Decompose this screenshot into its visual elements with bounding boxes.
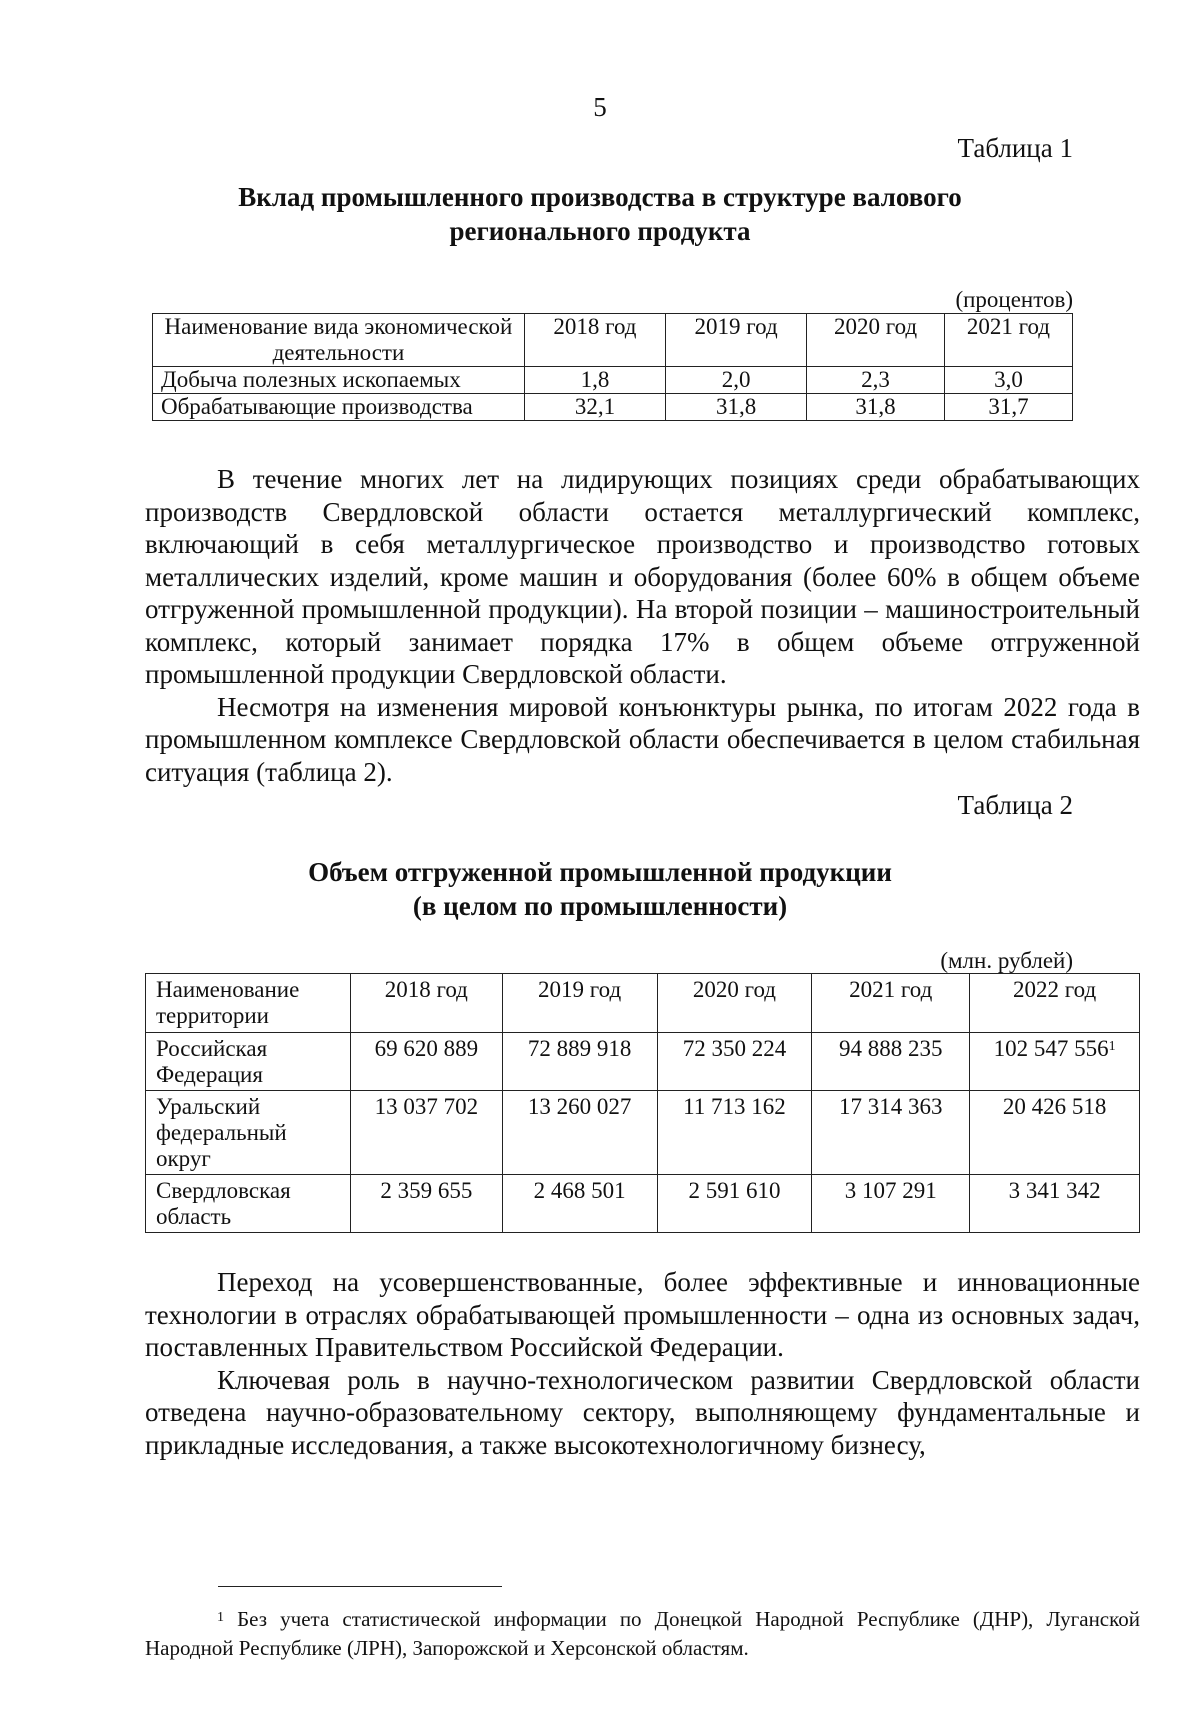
paragraph: Несмотря на изменения мировой конъюнктуры рынка, по итогам 2022 года в промышленном комплексе Свердловской области обеспечивается в целом стабильная ситуация (таблица 2). — [145, 691, 1140, 787]
table1-header-cell: 2021 год — [944, 314, 1072, 367]
table1-cell: 1,8 — [524, 367, 665, 394]
table1-title-line2: регионального продукта — [449, 216, 751, 246]
table2-cell: 20 426 518 — [970, 1091, 1140, 1175]
table2-cell-value: 102 547 556 — [993, 1036, 1109, 1061]
footnote-text: Без учета статистической информации по Донецкой Народной Республике (ДНР), Луганской Народной Республике (ЛРН), Запорожской и Херсонской областям. — [145, 1607, 1141, 1660]
table1 — [152, 313, 1073, 421]
body-text-2 — [145, 1266, 1140, 1461]
paragraph: В течение многих лет на лидирующих позициях среди обрабатывающих производств Свердловской области остается металлургический комплекс, включающий в себя металлургическое производство и производство готовых металлических изделий, кроме машин и оборудования (более 60% в общем объеме отгруженной промышленной продукции). На второй позиции – машиностроительный комплекс, который занимает порядка 17% в общем объеме отгруженной промышленной продукции Свердловской области. — [145, 464, 1140, 689]
table2-unit: (млн. рублей) — [940, 948, 1073, 973]
table2-header-cell: Наименование территории — [146, 974, 351, 1033]
table-row — [153, 394, 1073, 421]
footnote — [145, 1605, 1140, 1663]
table2-cell: 13 037 702 — [350, 1091, 502, 1175]
table-row — [153, 367, 1073, 394]
table2-title-line1: Объем отгруженной промышленной продукции — [308, 857, 892, 887]
table2-cell: Уральский федеральный округ — [146, 1091, 351, 1175]
table1-unit: (процентов) — [955, 287, 1073, 312]
table1-header-cell: 2020 год — [807, 314, 945, 367]
table2-cell: 13 260 027 — [502, 1091, 657, 1175]
table2-cell: 11 713 162 — [657, 1091, 812, 1175]
table2-cell: 2 359 655 — [350, 1175, 502, 1233]
table1-cell: 2,0 — [666, 367, 807, 394]
table2-label: Таблица 2 — [957, 790, 1073, 820]
table2-cell — [970, 1033, 1140, 1091]
paragraph: Переход на усовершенствованные, более эффективные и инновационные технологии в отраслях обрабатывающей промышленности – одна из основных задач, поставленных Правительством Российской Федерации. — [145, 1267, 1140, 1362]
footnote-mark: 1 — [217, 1610, 224, 1625]
table2-header-cell: 2019 год — [502, 974, 657, 1033]
table1-cell: 3,0 — [944, 367, 1072, 394]
table1-cell: 2,3 — [807, 367, 945, 394]
table2-cell: 69 620 889 — [350, 1033, 502, 1091]
table1-header-cell: Наименование вида экономической деятельности — [153, 314, 525, 367]
table2-header-cell: 2022 год — [970, 974, 1140, 1033]
table2-cell: 2 591 610 — [657, 1175, 812, 1233]
table2-cell: 3 107 291 — [812, 1175, 970, 1233]
table1-cell: 31,8 — [807, 394, 945, 421]
table2-header-row — [146, 974, 1140, 1033]
table1-label: Таблица 1 — [957, 133, 1073, 163]
footnote-reference: 1 — [1108, 1039, 1116, 1054]
page-number: 5 — [593, 92, 607, 122]
table1-header-cell: 2018 год — [524, 314, 665, 367]
table2-cell: 2 468 501 — [502, 1175, 657, 1233]
table1-cell: Добыча полезных ископаемых — [153, 367, 525, 394]
table2-title — [0, 855, 1200, 923]
table1-header-cell: 2019 год — [666, 314, 807, 367]
table-row — [146, 1175, 1140, 1233]
table2-cell: 94 888 235 — [812, 1033, 970, 1091]
table-row — [146, 1091, 1140, 1175]
table2-title-line2: (в целом по промышленности) — [412, 891, 788, 921]
table1-cell: 32,1 — [524, 394, 665, 421]
table2-cell: Свердловская область — [146, 1175, 351, 1233]
table2 — [145, 973, 1140, 1233]
table1-title — [0, 180, 1200, 248]
footnote-divider — [218, 1586, 502, 1587]
table1-cell: 31,8 — [666, 394, 807, 421]
body-text-1 — [145, 463, 1140, 788]
table2-cell: Российская Федерация — [146, 1033, 351, 1091]
table1-title-line1: Вклад промышленного производства в структуре валового — [238, 182, 962, 212]
table1-header-row — [153, 314, 1073, 367]
table2-cell: 17 314 363 — [812, 1091, 970, 1175]
table2-header-cell: 2020 год — [657, 974, 812, 1033]
table2-header-cell: 2018 год — [350, 974, 502, 1033]
table2-cell: 3 341 342 — [970, 1175, 1140, 1233]
table2-cell: 72 889 918 — [502, 1033, 657, 1091]
table2-cell: 72 350 224 — [657, 1033, 812, 1091]
table1-cell: Обрабатывающие производства — [153, 394, 525, 421]
table1-cell: 31,7 — [944, 394, 1072, 421]
table2-header-cell: 2021 год — [812, 974, 970, 1033]
table-row — [146, 1033, 1140, 1091]
paragraph: Ключевая роль в научно-технологическом развитии Свердловской области отведена научно-образовательному сектору, выполняющему фундаментальные и прикладные исследования, а также высокотехнологичному бизнесу, — [145, 1364, 1140, 1460]
